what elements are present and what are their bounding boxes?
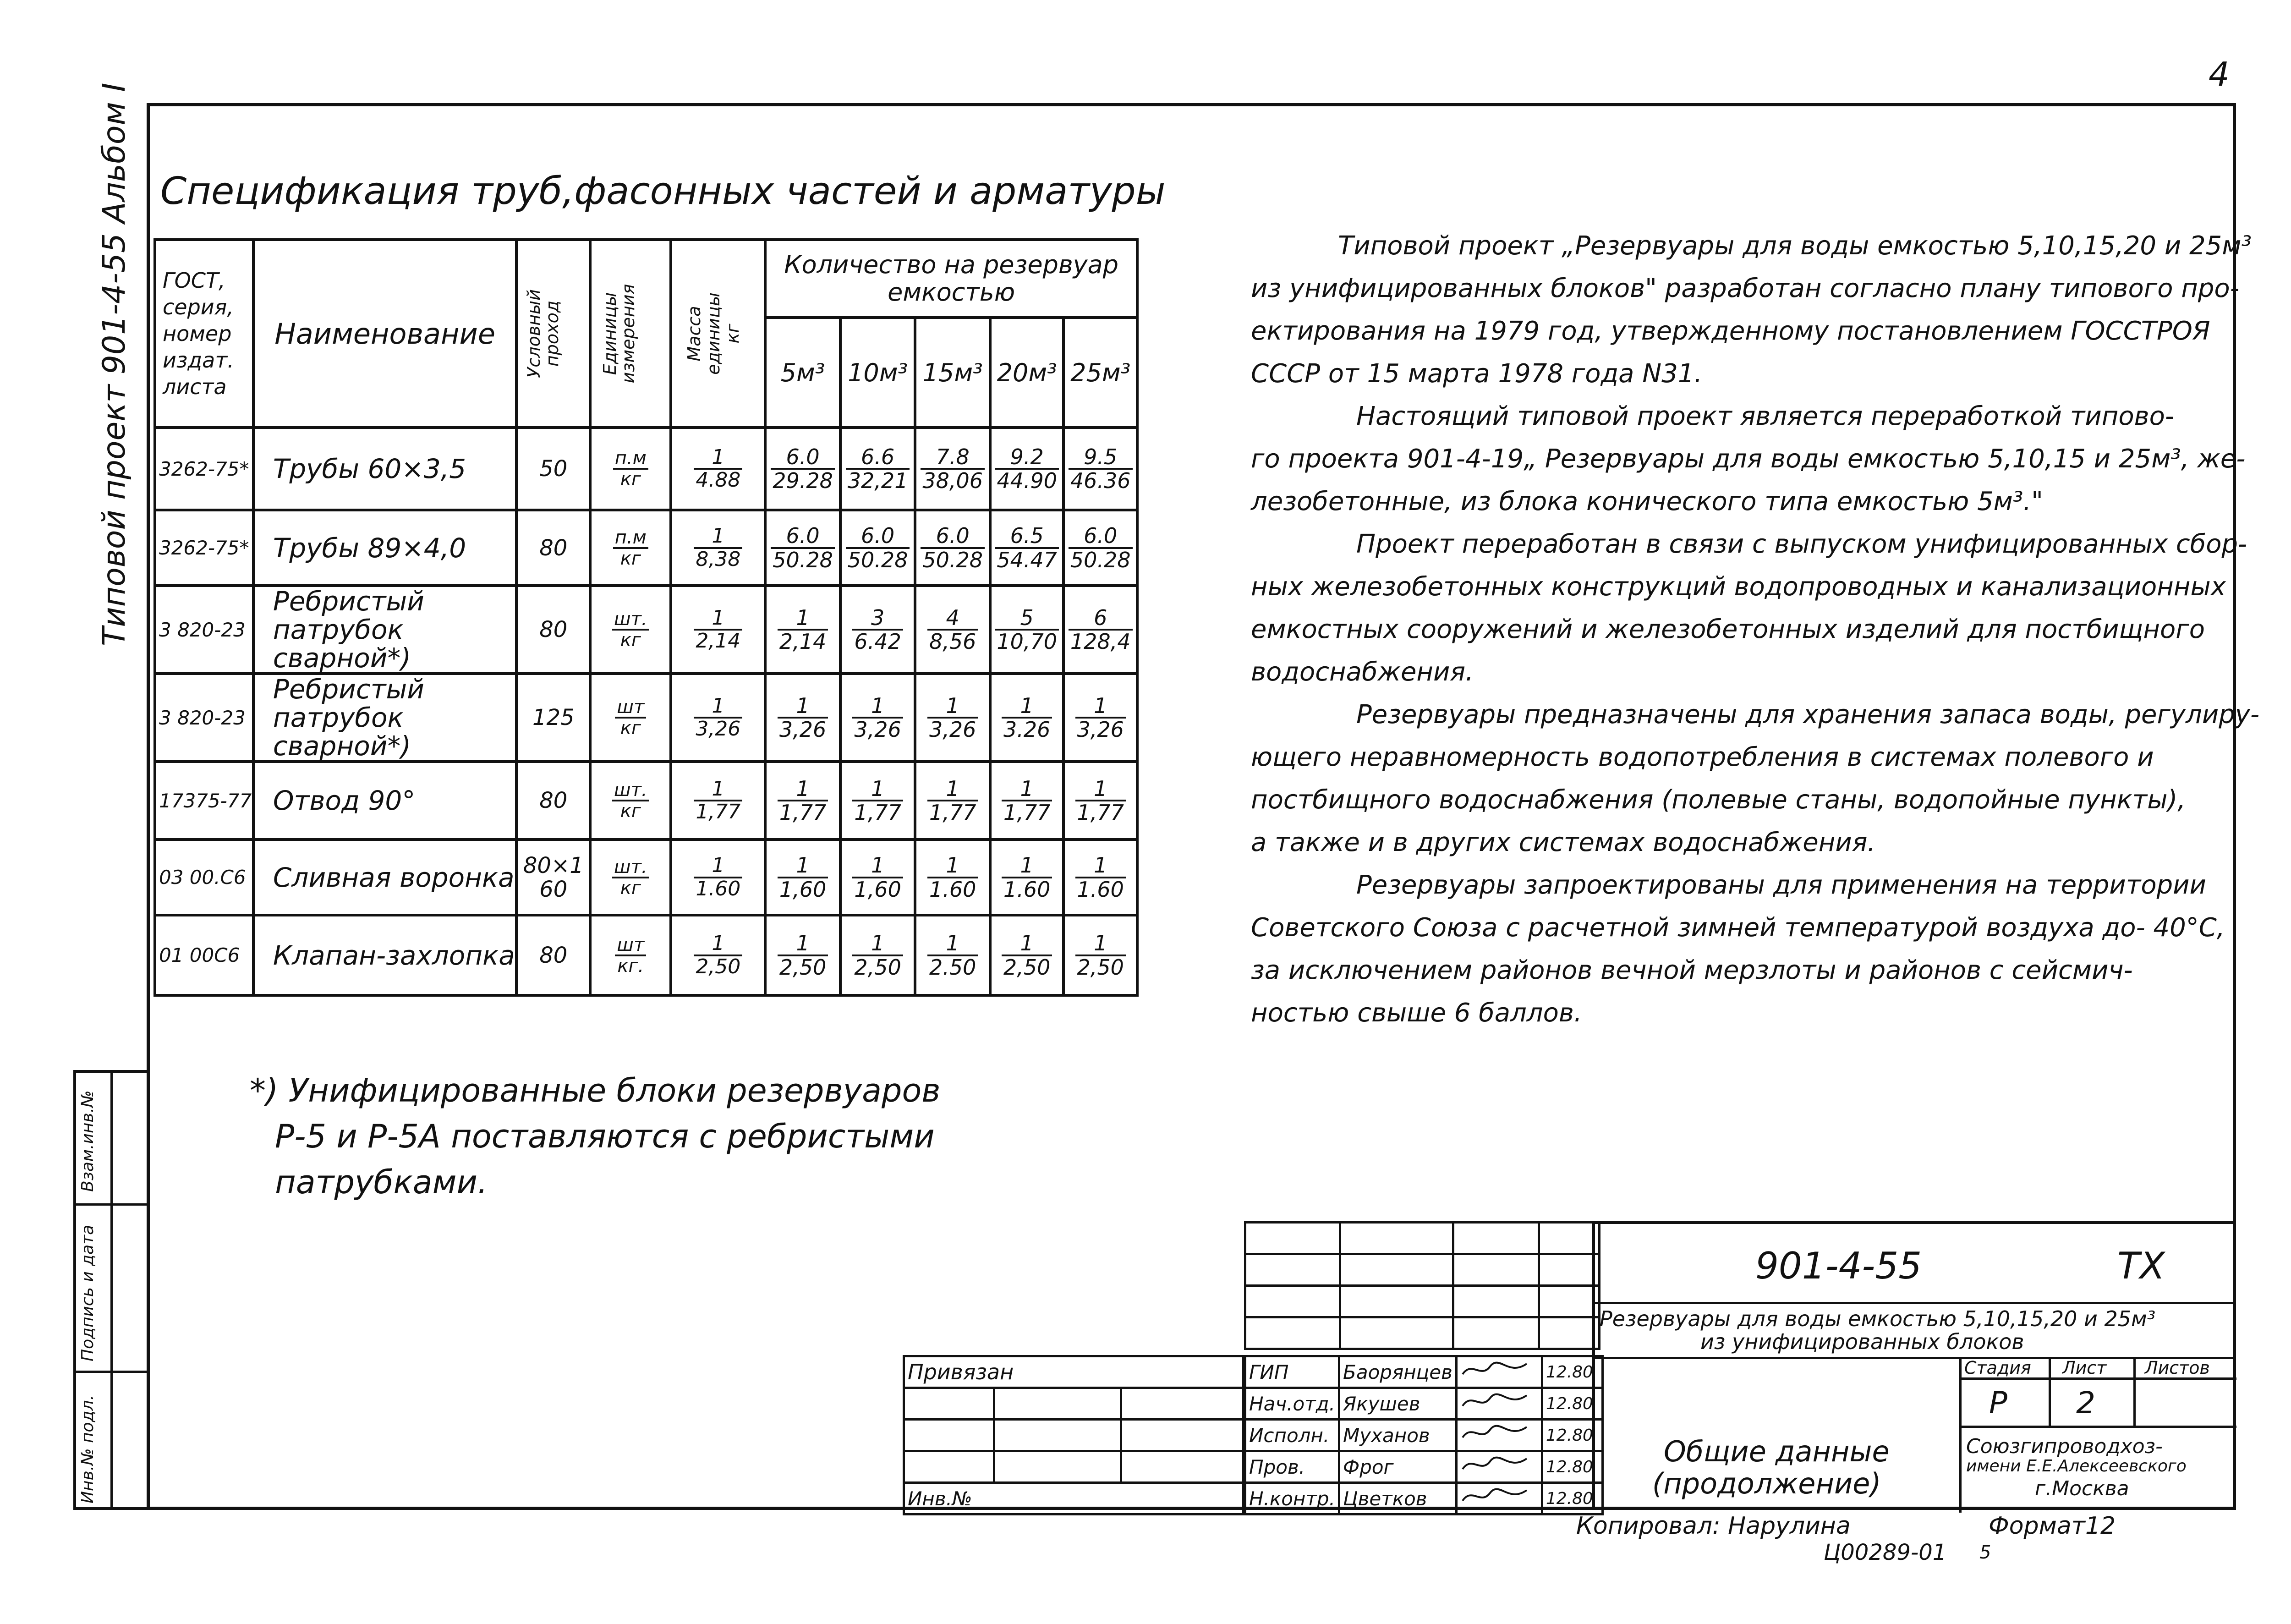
header-unit: Единицы измерения [590,240,671,428]
cell-mass: $\frac{1}{2,14}$ [671,586,765,674]
description-line: Типовой проект „Резервуары для воды емкостью 5,10,15,20 и 25м³ [1338,231,2252,261]
copied-by: Копировал: Нарулина [1576,1512,1851,1540]
cell-qty: $\frac{6.0}{50.28}$ [1063,510,1137,586]
cell-unit: $\frac{п.м}{кг}$ [590,510,671,586]
cell-name: Отвод 90° [253,762,516,839]
signer-name: Фрог [1339,1451,1457,1483]
cell-mass: $\frac{1}{1.60}$ [671,839,765,915]
signature [1456,1356,1542,1388]
strip-label-inventory: Инв.№ подл. [78,1395,97,1503]
footnote [250,1068,941,1205]
signer-date: 12.80 [1542,1388,1602,1420]
signature [1456,1420,1542,1451]
project-code: 901-4-55 [1755,1245,1922,1287]
cell-gost: 3 820-23 [155,674,253,762]
stage-label: Стадия [1964,1358,2031,1378]
sheet-title-line1: Общие данные [1664,1435,1890,1468]
project-title-line1: Резервуары для воды емкостью 5,10,15,20 и 25м³ [1600,1306,2156,1331]
cell-qty: $\frac{1}{1,77}$ [990,762,1064,839]
project-title-line2: из унифицированных блоков [1700,1329,2024,1354]
cell-qty: $\frac{6.0}{29.28}$ [765,428,840,510]
signature-scribble [1460,1453,1529,1476]
cell-mass: $\frac{1}{8,38}$ [671,510,765,586]
stamp-main [1592,1221,2236,1510]
signer-role: Пров. [1245,1451,1339,1483]
strip-label-signature-date: Подпись и дата [78,1224,97,1361]
cell-qty: $\frac{1}{1,77}$ [765,762,840,839]
cell-gost: 3262-75* [155,510,253,586]
signer-row [1245,1356,1603,1388]
description-line: а также и в других системах водоснабжения. [1251,828,1876,857]
cell-mass: $\frac{1}{4.88}$ [671,428,765,510]
description-line: ных железобетонных конструкций водопроводных и канализационных [1251,572,2226,602]
table-row [155,510,1137,586]
table-row [155,762,1137,839]
signature-scribble [1460,1390,1529,1413]
signer-role: Н.контр. [1245,1483,1339,1514]
cell-qty: $\frac{1}{2,50}$ [990,915,1064,995]
cell-qty: $\frac{1}{1.60}$ [990,839,1064,915]
cell-mass: $\frac{1}{3,26}$ [671,674,765,762]
doc-page: 5 [1979,1542,1991,1563]
cell-qty: $\frac{1}{2,50}$ [765,915,840,995]
org-line3: г.Москва [2035,1477,2129,1500]
signature [1456,1451,1542,1483]
cell-name: Трубы 60×3,5 [253,428,516,510]
cell-name: Клапан-захлопка [253,915,516,995]
cell-qty: $\frac{1}{3,26}$ [915,674,990,762]
cell-qty: $\frac{1}{1.60}$ [915,839,990,915]
description-line: лезобетонные, из блока конического типа емкостью 5м³." [1251,487,2043,516]
description-line: СССР от 15 марта 1978 года N31. [1251,359,1703,389]
cell-name: Ребристый патрубок сварной*) [253,586,516,674]
header-mass: Масса единицы кг [671,240,765,428]
cell-qty: $\frac{1}{2,50}$ [840,915,915,995]
cell-qty: $\frac{1}{1,60}$ [840,839,915,915]
spec-title: Спецификация труб,фасонных частей и арматуры [160,170,1166,213]
cell-gost: 01 00С6 [155,915,253,995]
cell-qty: $\frac{1}{3.26}$ [990,674,1064,762]
cell-qty: $\frac{9.5}{46.36}$ [1063,428,1137,510]
inventory-label: Инв.№ [904,1483,1244,1514]
signer-name: Якушев [1339,1388,1457,1420]
signature [1456,1483,1542,1514]
cell-gost: 3262-75* [155,428,253,510]
cell-qty: $\frac{9.2}{44.90}$ [990,428,1064,510]
cell-gost: 03 00.С6 [155,839,253,915]
page-number: 4 [2209,55,2230,93]
section-code: ТХ [2117,1245,2165,1287]
cell-qty: $\frac{6.5}{54.47}$ [990,510,1064,586]
description-line: за исключением районов вечной мерзлоты и районов с сейсмич- [1251,955,2133,985]
cell-name: Ребристый патрубок сварной*) [253,674,516,762]
signature-scribble [1460,1485,1529,1508]
revision-grid [1244,1221,1600,1350]
signer-role: Нач.отд. [1245,1388,1339,1420]
cell-dn: 125 [516,674,590,762]
cell-qty: $\frac{3}{6.42}$ [840,586,915,674]
cell-gost: 3 820-23 [155,586,253,674]
cell-qty: $\frac{7.8}{38,06}$ [915,428,990,510]
spec-table [153,238,1139,997]
signer-name: Муханов [1339,1420,1457,1451]
description-line: ностью свыше 6 баллов. [1251,998,1582,1028]
org-line2: имени Е.Е.Алексеевского [1966,1457,2187,1476]
doc-number: Ц00289-01 [1824,1540,1947,1565]
binding-grid [903,1355,1244,1515]
header-volume-15: 15м³ [915,318,990,428]
cell-unit: $\frac{п.м}{кг}$ [590,428,671,510]
cell-dn: 50 [516,428,590,510]
cell-dn: 80 [516,915,590,995]
cell-qty: $\frac{1}{2.50}$ [915,915,990,995]
description-line: Настоящий типовой проект является переработкой типово- [1356,401,2175,431]
stage-value: Р [1989,1385,2007,1421]
cell-qty: $\frac{6.6}{32,21}$ [840,428,915,510]
signer-row [1245,1388,1603,1420]
table-row [155,915,1137,995]
description-line: ектирования на 1979 год, утвержденному постановлением ГОССТРОЯ [1251,316,2210,346]
description-line: Резервуары предназначены для хранения запаса воды, регулиру- [1356,700,2260,730]
signer-date: 12.80 [1542,1483,1602,1514]
description-line: Резервуары запроектированы для применения на территории [1356,870,2206,900]
cell-dn: 80 [516,586,590,674]
cell-qty: $\frac{1}{1,77}$ [915,762,990,839]
signer-role: Исполн. [1245,1420,1339,1451]
table-row [155,839,1137,915]
cell-qty: $\frac{1}{3,26}$ [765,674,840,762]
cell-qty: $\frac{1}{1,60}$ [765,839,840,915]
cell-qty: $\frac{1}{3,26}$ [1063,674,1137,762]
header-volume-20: 20м³ [990,318,1064,428]
side-label: Типовой проект 901-4-55 Альбом I [96,82,132,646]
cell-qty: $\frac{1}{1,77}$ [1063,762,1137,839]
cell-mass: $\frac{1}{2,50}$ [671,915,765,995]
description-line: водоснабжения. [1251,657,1474,687]
description-line: ющего неравномерность водопотребления в системах полевого и [1251,742,2154,772]
table-row [155,674,1137,762]
strip-label-replacement: Взам.инв.№ [78,1090,97,1192]
binding-label: Привязан [904,1356,1244,1388]
cell-qty: $\frac{4}{8,56}$ [915,586,990,674]
cell-name: Трубы 89×4,0 [253,510,516,586]
signer-row [1245,1420,1603,1451]
cell-qty: $\frac{6.0}{50.28}$ [915,510,990,586]
signer-role: ГИП [1245,1356,1339,1388]
description-line: Советского Союза с расчетной зимней температурой воздуха до- 40°С, [1251,913,2225,943]
cell-qty: $\frac{1}{3,26}$ [840,674,915,762]
description-line: го проекта 901-4-19„ Резервуары для воды емкостью 5,10,15 и 25м³, же- [1251,444,2246,474]
cell-qty: $\frac{1}{2,50}$ [1063,915,1137,995]
signature [1456,1388,1542,1420]
cell-dn: 80×160 [516,839,590,915]
header-qty-group: Количество на резервуар емкостью [765,240,1137,318]
signer-name: Баорянцев [1339,1356,1457,1388]
signature-scribble [1460,1358,1529,1381]
signer-row [1245,1451,1603,1483]
description-line: постбищного водоснабжения (полевые станы, водопойные пункты), [1251,785,2186,815]
footnote-line: *) Унифицированные блоки резервуаров [250,1072,941,1109]
cell-qty: $\frac{1}{1.60}$ [1063,839,1137,915]
cell-dn: 80 [516,762,590,839]
signer-date: 12.80 [1542,1356,1602,1388]
header-volume-10: 10м³ [840,318,915,428]
org-line1: Союзгипроводхоз- [1966,1435,2163,1458]
header-name: Наименование [253,240,516,428]
sheet-value: 2 [2076,1385,2095,1421]
description-line: емкостных сооружений и железобетонных изделий для постбищного [1251,614,2205,644]
cell-name: Сливная воронка [253,839,516,915]
signer-date: 12.80 [1542,1451,1602,1483]
header-volume-25: 25м³ [1063,318,1137,428]
table-row [155,428,1137,510]
signer-name: Цветков [1339,1483,1457,1514]
cell-dn: 80 [516,510,590,586]
cell-qty: $\frac{1}{1,77}$ [840,762,915,839]
header-gost: ГОСТ, серия, номер издат. листа [155,240,253,428]
cell-unit: $\frac{шт.}{кг}$ [590,586,671,674]
cell-gost: 17375-77 [155,762,253,839]
description-line: Проект переработан в связи с выпуском унифицированных сбор- [1356,529,2247,559]
header-dn: Условный проход [516,240,590,428]
cell-qty: $\frac{1}{2,14}$ [765,586,840,674]
sheet-label: Лист [2062,1358,2107,1378]
footnote-line: Р-5 и Р-5А поставляются с ребристыми [275,1118,935,1155]
left-approval-strip [73,1070,147,1510]
cell-unit: $\frac{шт}{кг}$ [590,674,671,762]
cell-unit: $\frac{шт.}{кг}$ [590,762,671,839]
cell-qty: $\frac{6.0}{50.28}$ [840,510,915,586]
signers-grid [1244,1355,1604,1515]
table-row [155,586,1137,674]
signature-scribble [1460,1421,1529,1444]
sheets-label: Листов [2145,1358,2210,1378]
sheet-title-line2: (продолжение) [1652,1467,1881,1500]
footnote-line: патрубками. [275,1163,488,1201]
cell-qty: $\frac{6}{128,4}$ [1063,586,1137,674]
header-volume-5: 5м³ [765,318,840,428]
description-line: из унифицированных блоков" разработан согласно плану типового про- [1251,274,2239,303]
cell-unit: $\frac{шт.}{кг}$ [590,839,671,915]
cell-unit: $\frac{шт}{кг.}$ [590,915,671,995]
cell-qty: $\frac{6.0}{50.28}$ [765,510,840,586]
signer-date: 12.80 [1542,1420,1602,1451]
signer-row [1245,1483,1603,1514]
cell-qty: $\frac{5}{10,70}$ [990,586,1064,674]
cell-mass: $\frac{1}{1,77}$ [671,762,765,839]
format-label: Формат12 [1989,1512,2116,1540]
